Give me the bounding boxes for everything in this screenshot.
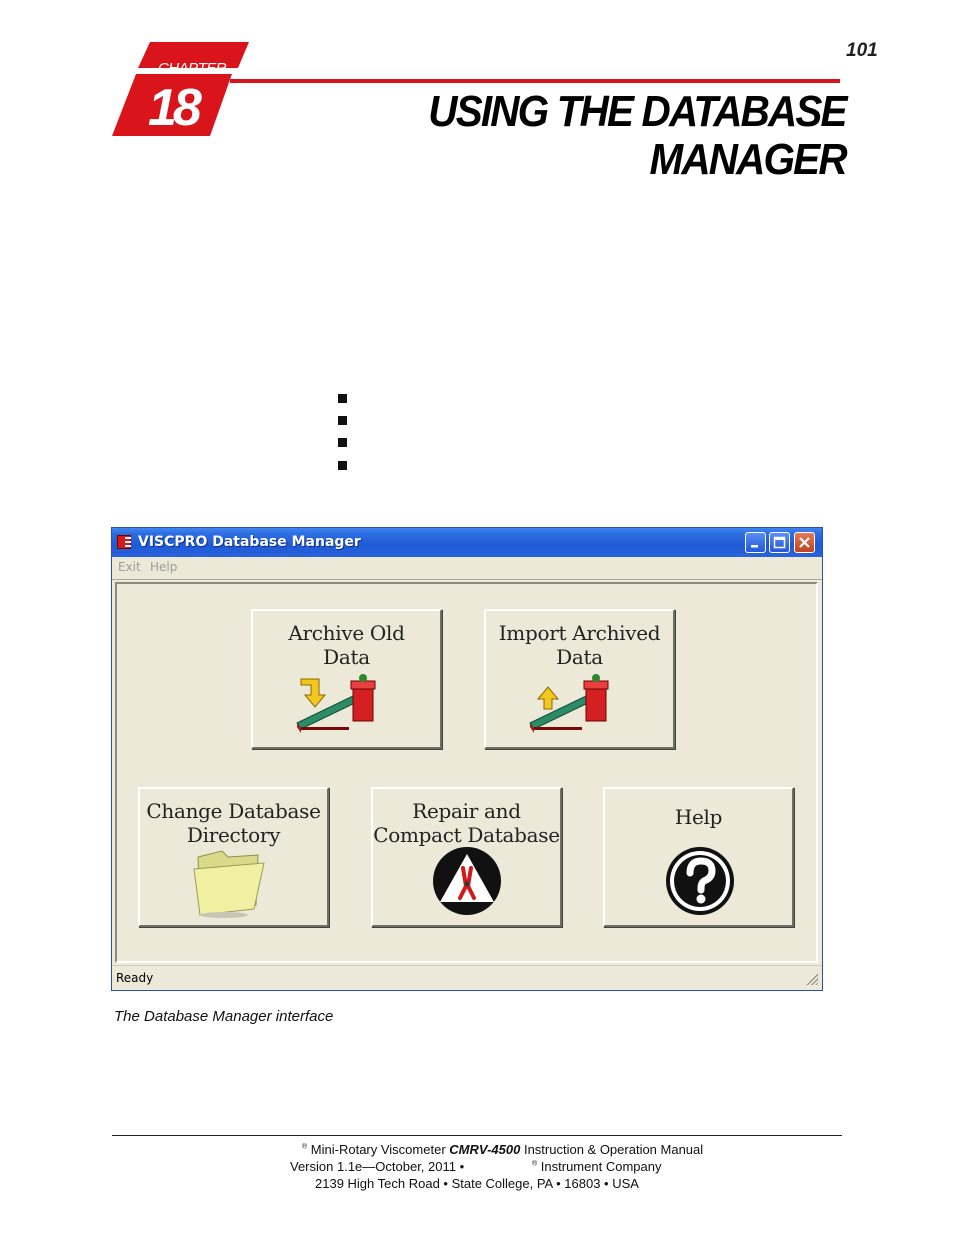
archive-old-data-button[interactable]: [251, 609, 442, 749]
resize-grip[interactable]: [805, 972, 818, 985]
footer-model: CMRV-4500: [449, 1142, 521, 1157]
footer-product: Mini-Rotary Viscometer: [310, 1142, 446, 1157]
help-label: Help: [674, 805, 723, 829]
footer-line-1: [302, 1142, 703, 1157]
conveyor-archive-icon: [293, 671, 383, 735]
repair-compact-database-label: Repair and Compact Database: [373, 799, 560, 847]
footer-line-2: [290, 1159, 464, 1174]
import-archived-data-button[interactable]: [484, 609, 675, 749]
figure-caption: The Database Manager interface: [114, 1008, 334, 1025]
conveyor-import-icon: [526, 671, 616, 735]
registered-mark: ®: [532, 1160, 538, 1168]
bullet-marker: [338, 438, 347, 447]
app-icon-detail: [125, 537, 131, 547]
repair-compact-database-button[interactable]: [371, 787, 562, 927]
menu-exit[interactable]: Exit: [118, 560, 141, 574]
close-icon: [795, 533, 814, 552]
client-area: [115, 582, 818, 963]
bullet-marker: [338, 416, 347, 425]
archive-old-data-label: Archive Old Data: [288, 621, 405, 669]
title-bar[interactable]: [112, 528, 822, 557]
change-database-directory-button[interactable]: [138, 787, 329, 927]
folder-icon: [184, 847, 268, 919]
chapter-number: 18: [148, 79, 198, 137]
chapter-title-line2: MANAGER: [649, 135, 846, 184]
minimize-icon: [746, 533, 765, 552]
page-number: 101: [846, 40, 878, 61]
footer-address: 2139 High Tech Road • State College, PA • 16803 • USA: [315, 1176, 639, 1191]
status-bar: [112, 965, 822, 991]
pliers-warning-icon: [430, 844, 504, 918]
menu-bar: [112, 557, 822, 580]
footer-rule: [112, 1135, 842, 1136]
footer-company: [532, 1159, 661, 1174]
help-button[interactable]: [603, 787, 794, 927]
status-text: Ready: [116, 971, 154, 985]
menu-help[interactable]: Help: [150, 560, 178, 574]
header-rule: [230, 79, 840, 83]
registered-mark: ®: [302, 1143, 308, 1151]
chapter-title: [429, 88, 846, 184]
chapter-label: CHAPTER: [158, 60, 227, 77]
footer-manual: Instruction & Operation Manual: [523, 1142, 704, 1157]
footer-version: Version 1.1e—October, 2011 •: [290, 1159, 465, 1174]
import-archived-data-label: Import Archived Data: [498, 621, 661, 669]
question-mark-icon: [663, 844, 737, 918]
bullet-marker: [338, 394, 347, 403]
window-title: VISCPRO Database Manager: [138, 534, 361, 550]
database-manager-window: [111, 527, 823, 991]
chapter-title-line1: USING THE DATABASE: [428, 87, 846, 136]
maximize-button[interactable]: [769, 532, 790, 553]
change-database-directory-label: Change Database Directory: [146, 799, 321, 847]
close-button[interactable]: [794, 532, 815, 553]
bullet-marker: [338, 461, 347, 470]
maximize-icon: [770, 533, 789, 552]
minimize-button[interactable]: [745, 532, 766, 553]
footer-company-name: Instrument Company: [540, 1159, 662, 1174]
